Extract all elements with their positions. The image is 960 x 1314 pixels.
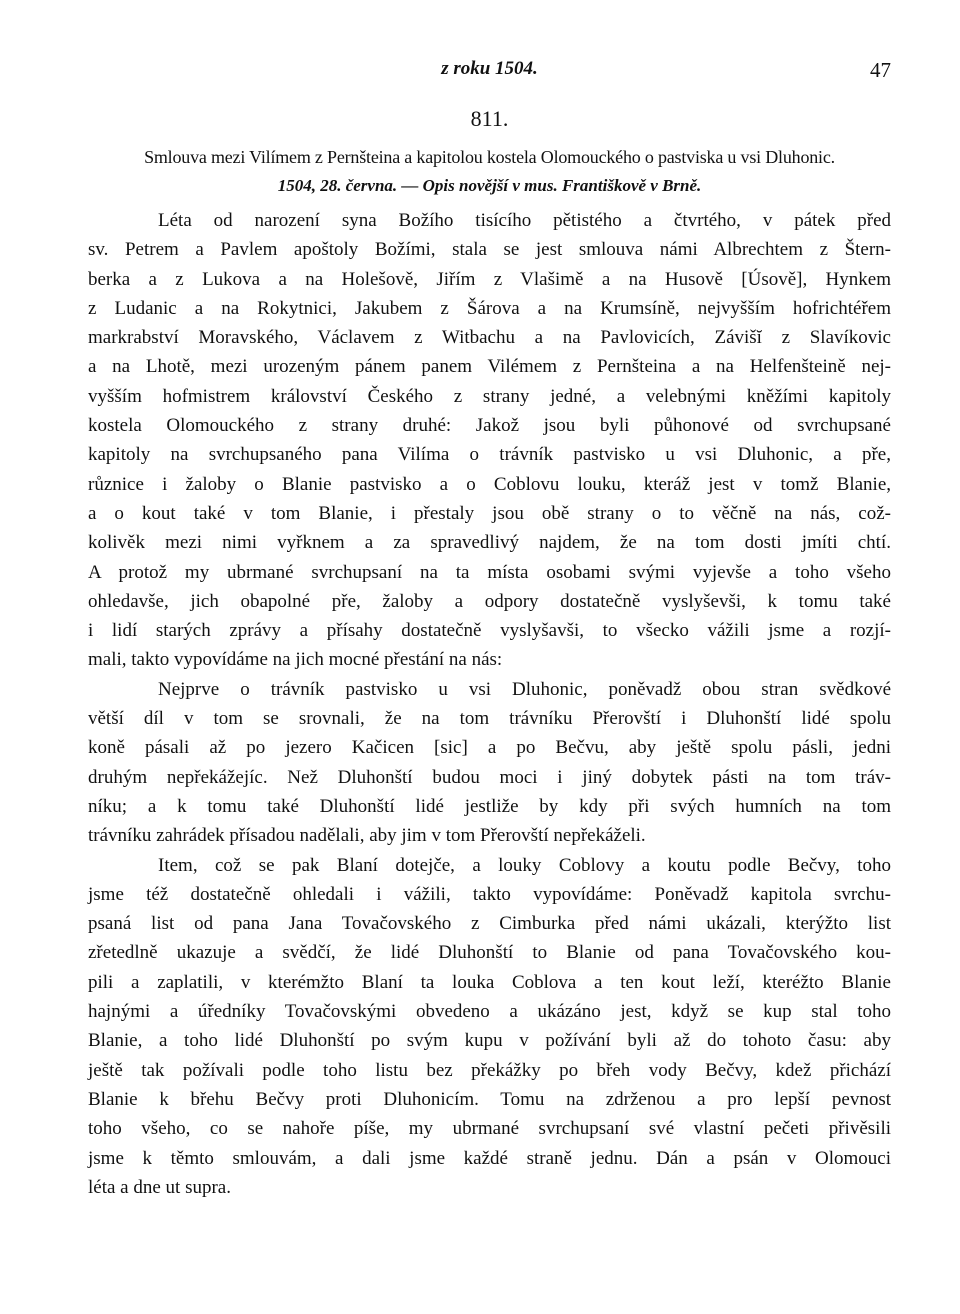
text-line: ohledavše, jich obapolné pře, žaloby a odpory dostatečně vyslyševši, k tomu také xyxy=(88,590,891,612)
text-line: i lidí starých zprávy a přísahy dostatečně vyslyšavši, to všecko vážili jsme a rozjí- xyxy=(88,620,891,642)
text-line: koně pásali až po jezero Kačicen [sic] a po Bečvu, aby ještě spolu pásli, jedni xyxy=(88,737,891,759)
text-line: a na Lhotě, mezi urozeným pánem panem Vilémem z Pernšteina a na Helfenšteině nej- xyxy=(88,356,891,378)
text-line: kolivěk mezi nimi vyřknem a za spravedlivý najdem, že na tom dosti jmíti chtí. xyxy=(88,532,891,554)
text-line: ještě tak požívali podle toho listu bez překážky po břeh vody Bečvy, kdež přichází xyxy=(88,1059,891,1081)
text-line: zřetedlně ukazuje a svědčí, že lidé Dluhonští to Blanie od pana Tovačovského kou- xyxy=(88,942,891,964)
text-line: mali, takto vypovídáme na jich mocné přestání na nás: xyxy=(88,649,503,671)
text-line: berka a z Lukova a na Holešově, Jiřím z Vlašimě a na Husově [Úsově], Hynkem xyxy=(88,268,891,290)
text-line: a o kout také v tom Blanie, i přestaly jsou obě strany o to věčně na nás, což- xyxy=(88,502,891,524)
text-line: kapitoly na svrchupsaného pana Vilíma o trávník pastvisko u vsi Dluhonic, a pře, xyxy=(88,444,891,466)
text-line: hajnými a úředníky Tovačovskými obvedeno a ukázáno jest, když se kup stal toho xyxy=(88,1001,891,1023)
text-line: níku; a k tomu také Dluhonští lidé jestliže by kdy při svých humních na tom xyxy=(88,795,891,817)
text-line: Item, což se pak Blaní dotejče, a louky Coblovy a koutu podle Bečvy, toho xyxy=(158,854,891,876)
text-line: větší díl v tom se srovnali, že na tom trávníku Přerovští i Dluhonští lidé spolu xyxy=(88,708,891,730)
document-date-line: 1504, 28. června. — Opis novější v mus. Františkově v Brně. xyxy=(277,176,702,195)
text-line: psaná list od pana Jana Tovačovského z Cimburka před námi ukázali, kterýžto list xyxy=(88,913,891,935)
running-head xyxy=(88,58,891,84)
text-line: různice i žaloby o Blanie pastvisko a o Coblovu louku, kteráž jest v tomž Blanie, xyxy=(88,473,891,495)
page-number: 47 xyxy=(870,58,891,82)
text-line: A protož my ubrmané svrchupsaní na ta místa osobami svými vyjevše a toho všeho xyxy=(88,561,891,583)
text-line: markrabství Moravského, Václavem z Witbachu a na Pavlovicích, Závišĭ z Slavíkovic xyxy=(88,327,891,349)
text-line: léta a dne ut supra. xyxy=(88,1176,231,1198)
text-line: pili a zaplatili, v kterémžto Blaní ta louka Coblova a ten kout leží, kteréžto Blanie xyxy=(88,971,891,993)
text-line: Blanie, a toho lidé Dluhonští po svým kupu v požívání byli až do tohoto času: aby xyxy=(88,1030,891,1052)
text-line: Nejprve o trávník pastvisko u vsi Dluhonic, poněvadž obou stran svědkové xyxy=(158,678,891,700)
text-line: toho všeho, co se nahoře píše, my ubrmané svrchupsaní své vlastní pečeti přivěsili xyxy=(88,1118,891,1140)
text-line: jsme k těmto smlouvám, a dali jsme každé straně jednu. Dán a psán v Olomouci xyxy=(88,1147,891,1169)
text-line: Blanie k břehu Bečvy proti Dluhonicím. Tomu na zdrženou a pro lepší pevnost xyxy=(88,1088,891,1110)
document-summary: Smlouva mezi Vilímem z Pernšteina a kapitolou kostela Olomouckého o pastviska u vsi Dluhonic. xyxy=(144,147,835,167)
text-line: vyšším hofmistrem království Českého z strany jedné, a velebnými kněžími kapitoly xyxy=(88,385,891,407)
text-line: kostela Olomouckého z strany druhé: Jakož jsou byli půhonové od svrchupsané xyxy=(88,415,891,437)
body-text xyxy=(88,206,891,1202)
running-title: z roku 1504. xyxy=(441,58,538,79)
text-line: trávníku zahrádek přísadou nadělali, aby jim v tom Přerovští nepřekáželi. xyxy=(88,825,646,847)
text-line: z Ludanic a na Rokytnici, Jakubem z Šárova a na Krumsíně, nejvyšším hofrichtéřem xyxy=(88,297,891,319)
text-line: jsme též dostatečně ohledali i vážili, takto vypovídáme: Poněvadž kapitola svrchu- xyxy=(88,883,891,905)
document-number: 811. xyxy=(470,106,509,131)
text-line: sv. Petrem a Pavlem apoštoly Božími, stala se jest smlouva námi Albrechtem z Štern- xyxy=(88,239,891,261)
text-line: Léta od narození syna Božího tisícího pětistého a čtvrtého, v pátek před xyxy=(158,210,891,231)
text-line: druhým nepřekážejíc. Než Dluhonští budou moci i jiný dobytek pásti na tom tráv- xyxy=(88,766,891,788)
